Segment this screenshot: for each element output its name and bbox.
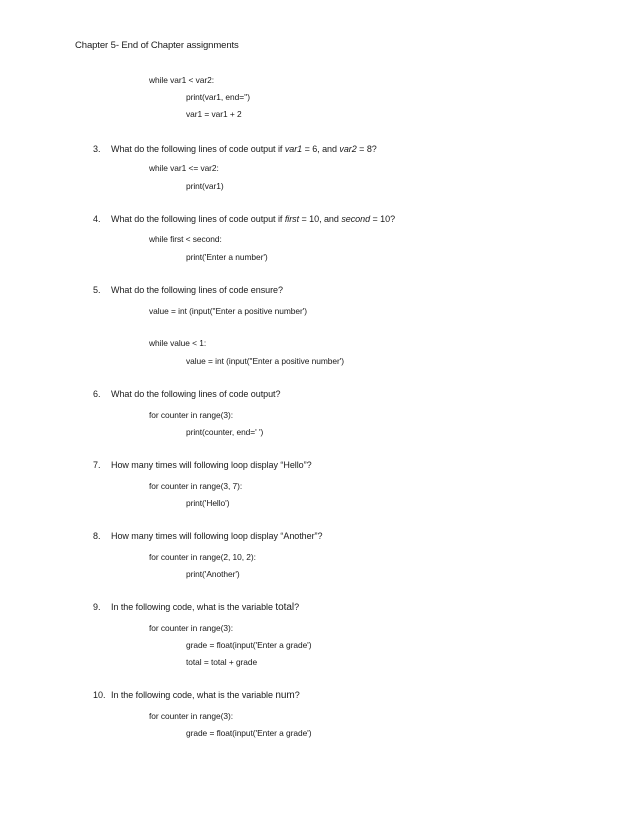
- question-text: How many times will following loop display “Another”?: [111, 531, 323, 541]
- code-line: for counter in range(3):: [149, 623, 233, 633]
- code-line: print('Enter a number'): [186, 252, 268, 262]
- code-line: var1 = var1 + 2: [186, 109, 242, 119]
- question-number: 5.: [93, 285, 101, 295]
- question-number: 7.: [93, 460, 101, 470]
- code-line: value = int (input("Enter a positive number'): [149, 306, 308, 316]
- question-text: In the following code, what is the variable total?: [111, 602, 300, 613]
- code-line: for counter in range(2, 10, 2):: [149, 552, 256, 562]
- code-line: grade = float(input('Enter a grade'): [186, 728, 312, 738]
- code-line: print(counter, end=' '): [186, 427, 264, 437]
- question-number: 6.: [93, 389, 101, 399]
- question-number: 10.: [93, 690, 106, 700]
- code-line: for counter in range(3):: [149, 410, 233, 420]
- code-line: for counter in range(3, 7):: [149, 481, 243, 491]
- question-text: How many times will following loop display “Hello”?: [111, 460, 312, 470]
- question-number: 9.: [93, 602, 101, 612]
- question-text: What do the following lines of code output?: [111, 389, 281, 399]
- question-number: 3.: [93, 144, 101, 154]
- code-line: while var1 < var2:: [149, 75, 214, 85]
- code-line: while value < 1:: [149, 338, 207, 348]
- question-text: What do the following lines of code output if var1 = 6, and var2 = 8?: [111, 144, 377, 154]
- question-text: In the following code, what is the variable num?: [111, 690, 300, 701]
- question-text: What do the following lines of code output if first = 10, and second = 10?: [111, 214, 396, 224]
- question-number: 8.: [93, 531, 101, 541]
- code-line: print(var1): [186, 181, 224, 191]
- code-line: for counter in range(3):: [149, 711, 233, 721]
- code-line: while first < second:: [149, 234, 222, 244]
- code-line: value = int (input("Enter a positive number'): [186, 356, 345, 366]
- code-line: print(var1, end=''): [186, 92, 250, 102]
- document-title: Chapter 5- End of Chapter assignments: [75, 40, 239, 51]
- code-line: print('Another'): [186, 569, 240, 579]
- code-line: total = total + grade: [186, 657, 258, 667]
- code-line: grade = float(input('Enter a grade'): [186, 640, 312, 650]
- question-number: 4.: [93, 214, 101, 224]
- code-line: while var1 <= var2:: [149, 163, 219, 173]
- code-line: print('Hello'): [186, 498, 230, 508]
- question-text: What do the following lines of code ensure?: [111, 285, 283, 295]
